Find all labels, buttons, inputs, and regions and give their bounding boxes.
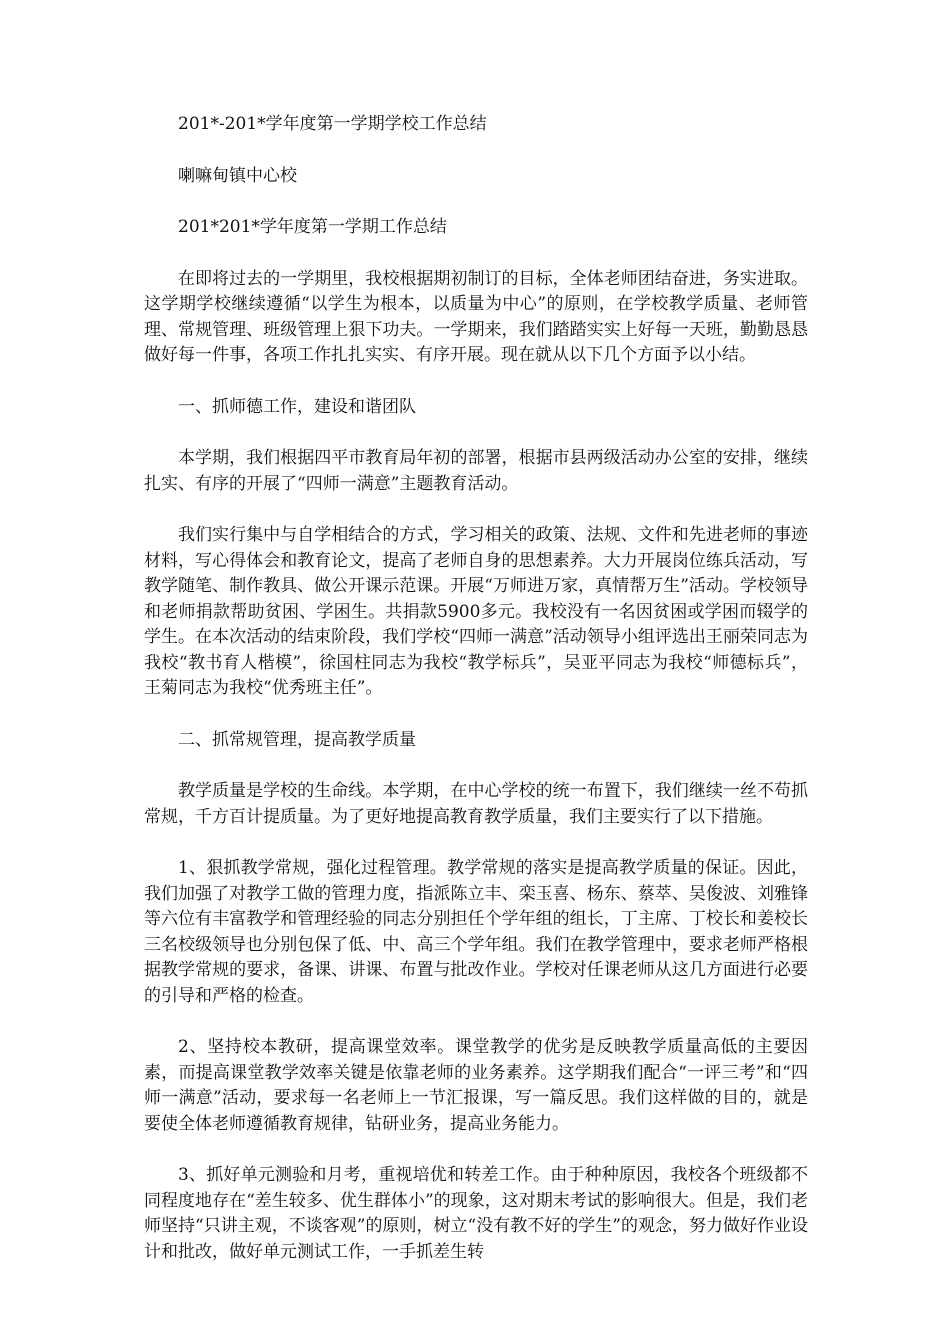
paragraph: 3、抓好单元测验和月考，重视培优和转差工作。由于种种原因，我校各个班级都不同程度地存在“差生较多、优生群体小”的现象，这对期末考试的影响很大。但是，我们老师坚持“只讲主观，不谈客观”的原则，树立“没有教不好的学生”的观念，努力做好作业设计和批改，做好单元测试工作，一手抓差生转 <box>144 1165 808 1262</box>
section-heading-2: 二、抓常规管理，提高教学质量 <box>178 729 416 750</box>
paragraph-intro: 在即将过去的一学期里，我校根据期初制订的目标，全体老师团结奋进，务实进取。这学期学校继续遵循“以学生为根本，以质量为中心”的原则，在学校教学质量、老师管理、常规管理、班级管理上狠下功夫。一学期来，我们踏踏实实上好每一天班，勤勤恳恳做好每一件事，各项工作扎扎实实、有序开展。现在就从以下几个方面予以小结。 <box>144 268 808 365</box>
school-name: 喇嘛甸镇中心校 <box>178 165 297 186</box>
paragraph: 本学期，我们根据四平市教育局年初的部署，根据市县两级活动办公室的安排，继续扎实、有序的开展了“四师一满意”主题教育活动。 <box>144 448 808 494</box>
document-body <box>144 112 808 1291</box>
paragraph: 教学质量是学校的生命线。本学期，在中心学校的统一布置下，我们继续一丝不苟抓常规，千方百计提质量。为了更好地提高教育教学质量，我们主要实行了以下措施。 <box>144 781 808 827</box>
paragraph: 1、狠抓教学常规，强化过程管理。教学常规的落实是提高教学质量的保证。因此，我们加强了对教学工做的管理力度，指派陈立丰、栾玉喜、杨东、蔡萃、吴俊波、刘雅锋等六位有丰富教学和管理经验的同志分别担任个学年组的组长，丁主席、丁校长和姜校长三名校级领导也分别包保了低、中、高三个学年组。我们在教学管理中，要求老师严格根据教学常规的要求，备课、讲课、布置与批改作业。学校对任课老师从这几方面进行必要的引导和严格的检查。 <box>144 858 808 1006</box>
paragraph: 我们实行集中与自学相结合的方式，学习相关的政策、法规、文件和先进老师的事迹材料，写心得体会和教育论文，提高了老师自身的思想素养。大力开展岗位练兵活动，写教学随笔、制作教具、做公开课示范课。开展“万师进万家，真情帮万生”活动。学校领导和老师捐款帮助贫困、学困生。共捐款5900多元。我校没有一名因贫困或学困而辍学的学生。在本次活动的结束阶段，我们学校“四师一满意”活动领导小组评选出王丽荣同志为我校“教书育人楷模”，徐国柱同志为我校“教学标兵”，吴亚平同志为我校“师德标兵”，王菊同志为我校“优秀班主任”。 <box>144 525 808 698</box>
document-title: 201*-201*学年度第一学期学校工作总结 <box>178 114 487 134</box>
paragraph: 2、坚持校本教研，提高课堂效率。课堂教学的优劣是反映教学质量高低的主要因素，而提高课堂教学效率关键是依靠老师的业务素养。这学期我们配合“一评三考”和“四师一满意”活动，要求每一名老师上一节汇报课，写一篇反思。我们这样做的目的，就是要使全体老师遵循教育规律，钻研业务，提高业务能力。 <box>144 1037 808 1134</box>
document-subtitle: 201*201*学年度第一学期工作总结 <box>178 217 447 237</box>
section-heading-1: 一、抓师德工作，建设和谐团队 <box>178 396 416 417</box>
